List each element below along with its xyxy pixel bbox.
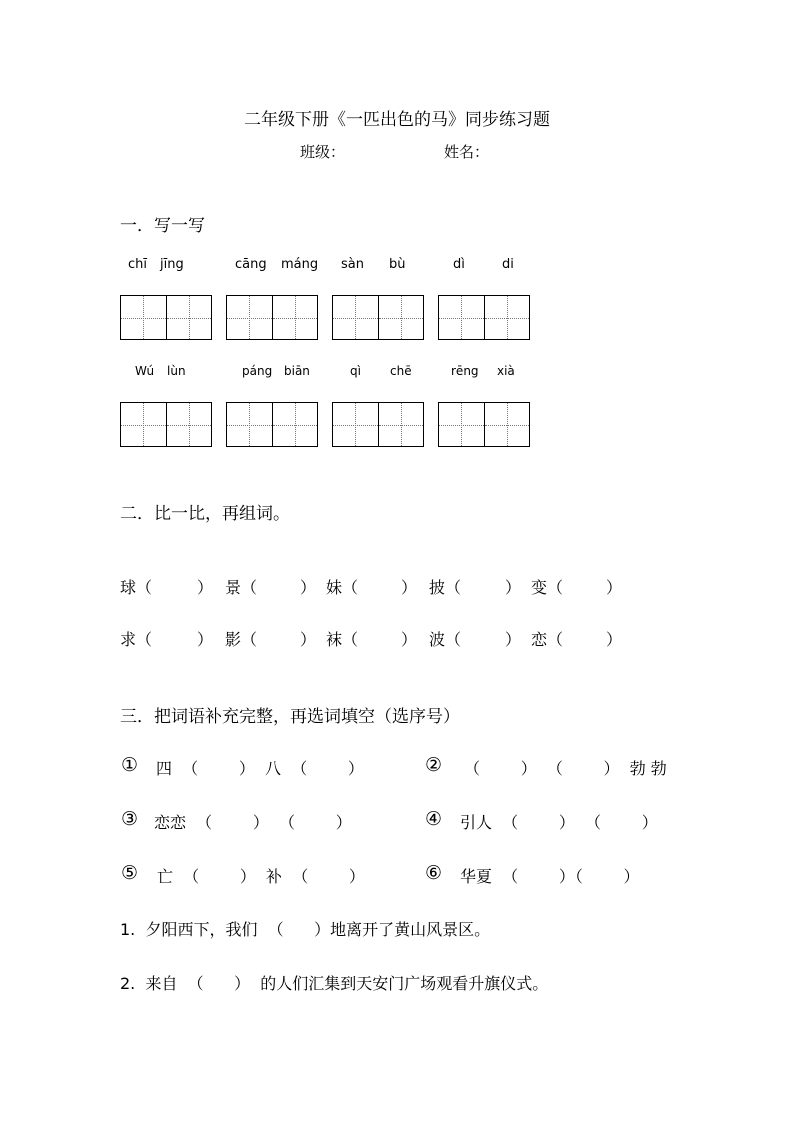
item-number: ⑤	[121, 862, 139, 884]
writing-grid[interactable]	[226, 295, 318, 340]
compare-paren: ）	[401, 578, 418, 597]
compare-paren: ）	[300, 578, 317, 597]
writing-grid[interactable]	[438, 295, 530, 340]
compare-char: 变（	[531, 578, 564, 597]
pinyin: xià	[497, 364, 515, 378]
compare-char: 妹（	[326, 578, 359, 597]
section-2-heading: 二．比一比，再组词。	[120, 504, 290, 524]
pinyin: lùn	[167, 364, 186, 378]
pinyin: cāng	[235, 257, 267, 272]
worksheet-title: 二年级下册《一匹出色的马》同步练习题	[244, 110, 550, 130]
name-label: 姓名：	[444, 143, 490, 161]
compare-paren: ）	[197, 578, 214, 597]
compare-char: 披（	[429, 578, 462, 597]
fill-question-1: 1. 夕阳西下，我们 （ ）地离开了黄山风景区。	[120, 920, 491, 939]
fill-question-2: 2. 来自 （ ） 的人们汇集到天安门广场观看升旗仪式。	[120, 974, 549, 993]
pinyin: chī	[128, 257, 147, 272]
pinyin: páng	[242, 364, 273, 378]
pinyin: rēng	[451, 364, 479, 378]
writing-grid[interactable]	[332, 402, 424, 447]
idiom-item: 恋恋 （ ） （ ）	[154, 813, 352, 832]
compare-paren: ）	[401, 630, 418, 649]
idiom-item: （ ） （ ） 勃 勃	[464, 759, 667, 778]
pinyin: biān	[284, 364, 310, 378]
idiom-item: 亡 （ ） 补 （ ）	[157, 867, 365, 886]
pinyin: Wú	[135, 364, 155, 378]
idiom-item: 华夏 （ ）（ ）	[460, 867, 640, 886]
writing-grid[interactable]	[438, 402, 530, 447]
compare-char: 求（	[120, 630, 153, 649]
pinyin: qì	[350, 364, 361, 378]
compare-char: 景（	[225, 578, 258, 597]
idiom-item: 四 （ ） 八 （ ）	[156, 759, 364, 778]
section-3-heading: 三．把词语补充完整，再选词填空（选序号）	[120, 707, 460, 727]
writing-grid[interactable]	[120, 402, 212, 447]
compare-char: 恋（	[531, 630, 564, 649]
compare-paren: ）	[300, 630, 317, 649]
compare-paren: ）	[197, 630, 214, 649]
compare-paren: ）	[606, 578, 623, 597]
compare-paren: ）	[505, 578, 522, 597]
compare-paren: ）	[606, 630, 623, 649]
idiom-item: 引人 （ ） （ ）	[460, 813, 658, 832]
writing-grid[interactable]	[332, 295, 424, 340]
pinyin: di	[502, 257, 514, 272]
pinyin: chē	[390, 364, 412, 378]
item-number: ④	[425, 808, 443, 830]
compare-char: 袜（	[326, 630, 359, 649]
class-label: 班级：	[300, 143, 346, 161]
item-number: ⑥	[425, 862, 443, 884]
compare-char: 影（	[225, 630, 258, 649]
compare-char: 波（	[429, 630, 462, 649]
item-number: ③	[121, 808, 139, 830]
item-number: ①	[121, 754, 139, 776]
item-number: ②	[425, 754, 443, 776]
pinyin: jīng	[160, 257, 184, 272]
section-1-heading: 一．写一写	[120, 216, 205, 236]
compare-paren: ）	[505, 630, 522, 649]
compare-char: 球（	[120, 578, 153, 597]
writing-grid[interactable]	[226, 402, 318, 447]
pinyin: bù	[389, 257, 406, 272]
pinyin: dì	[453, 257, 465, 272]
pinyin: sàn	[341, 257, 364, 272]
writing-grid[interactable]	[120, 295, 212, 340]
pinyin: máng	[281, 257, 319, 272]
